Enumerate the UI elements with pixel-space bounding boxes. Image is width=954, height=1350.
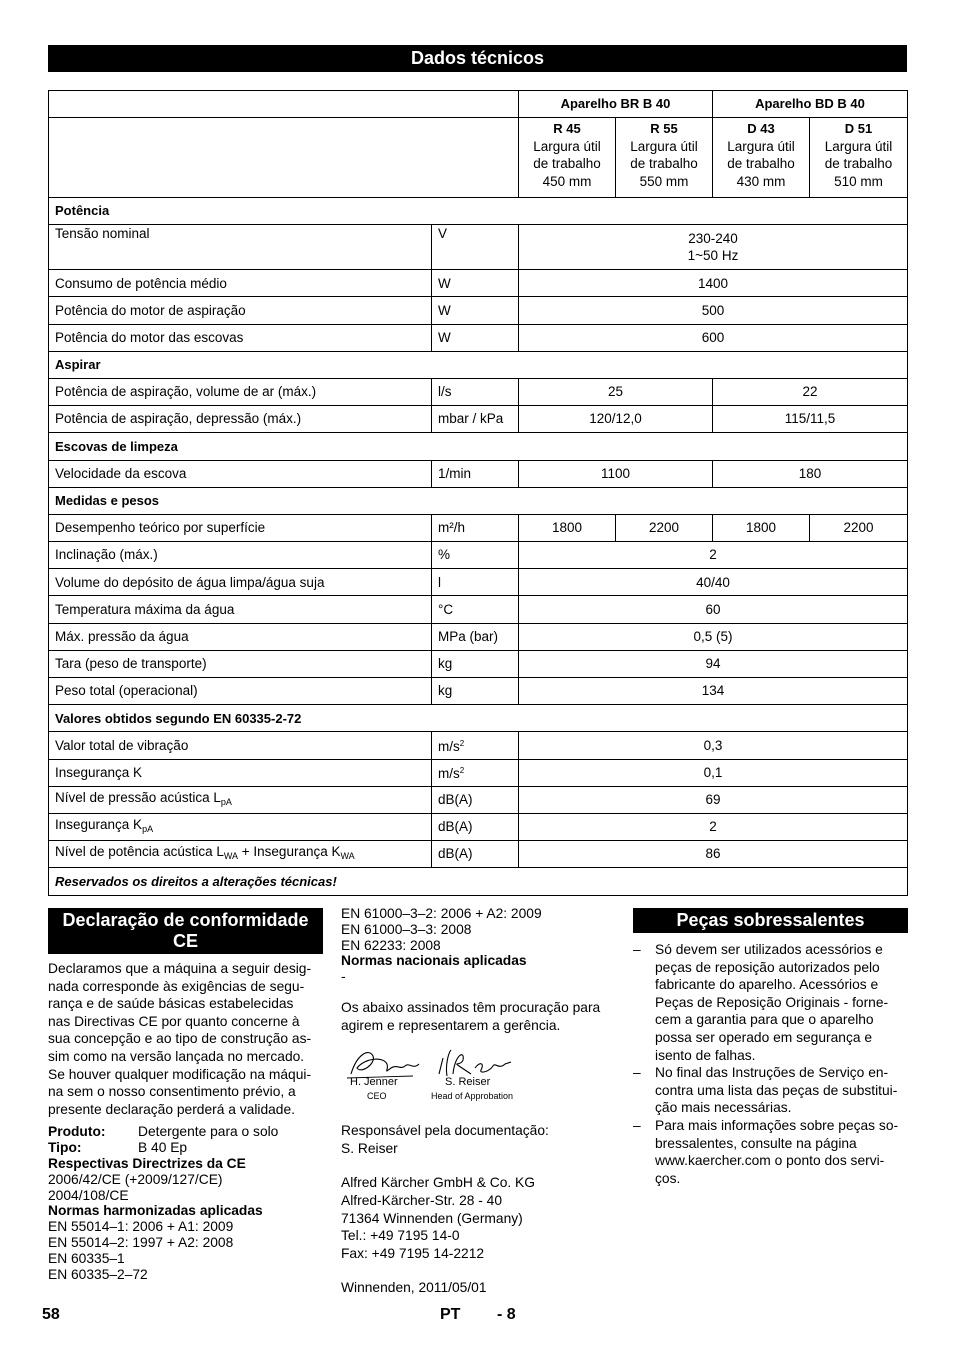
note-row [49,868,908,895]
sub-page-number: - 8 [497,1306,516,1323]
row-unit [432,732,519,759]
row-value: 86 [519,841,908,868]
table-header-row [49,91,908,118]
header-blank [49,91,519,118]
model-cell [810,118,908,198]
row-unit [432,297,519,324]
section-title: Aspirar [49,351,908,378]
row-value: 2 [519,542,908,569]
row-value: 1400 [519,270,908,297]
table-row [49,813,908,840]
row-unit-text: m/s [438,766,460,782]
row-value: 1800 [519,514,616,541]
spare-parts-heading: Peças sobressalentes [633,908,908,933]
row-unit-text: MPa (bar) [438,628,499,644]
signer2-name: S. Reiser [445,1076,491,1089]
row-label [49,270,432,297]
row-value: 230-240 1~50 Hz [519,225,908,270]
spare-parts-item: – No final das Instruções de Serviço en-contra uma lista das peças de substitui-ção mais necessárias. [633,1064,908,1117]
product-label: Produto: [48,1124,106,1140]
row-label-text: Potência do motor de aspiração [55,302,246,318]
row-unit [432,569,519,596]
row-label-text: + Insegurança K [238,843,341,859]
row-value: 69 [519,786,908,813]
declaration-continued-column [341,906,616,1297]
row-unit-text: kg [438,656,453,672]
row-value: 0,5 (5) [519,623,908,650]
row-unit [432,623,519,650]
row-unit-text: dB(A) [438,819,473,835]
directives-list: 2006/42/CE (+2009/127/CE) 2004/108/CE [48,1171,223,1203]
section-title: Valores obtidos segundo EN 60335-2-72 [49,705,908,732]
row-unit-text: V [438,226,448,242]
section-row [49,705,908,732]
row-value: 94 [519,650,908,677]
section-row [49,433,908,460]
row-unit-text: kg [438,683,453,699]
table-row [49,623,908,650]
table-note: Reservados os direitos a alterações técnicas! [49,868,908,895]
table-model-row [49,118,908,198]
row-unit [432,596,519,623]
row-value: 2200 [616,514,713,541]
table-row [49,324,908,351]
spare-parts-list [633,941,908,1187]
signer1-name: H. Jenner [350,1076,398,1089]
section-title: Potência [49,198,908,225]
table-row [49,514,908,541]
row-unit [432,542,519,569]
table-row [49,596,908,623]
spare-parts-column [633,908,908,1187]
table-row [49,460,908,487]
row-label-subscript: WA [340,850,355,861]
row-value: 500 [519,297,908,324]
row-unit-text: mbar / kPa [438,411,504,427]
row-value: 120/12,0 [519,406,713,433]
row-label-text: Insegurança K [55,764,143,780]
spare-parts-item: – Para mais informações sobre peças so-bressalentes, consulte na página www.kaercher.com o ponto dos servi-ços. [633,1117,908,1187]
table-row [49,406,908,433]
row-label-text: Insegurança K [55,816,143,832]
row-label-subscript: WA [223,850,239,861]
row-label-subscript: pA [220,796,232,807]
section-row [49,198,908,225]
row-value: 0,3 [519,732,908,759]
row-label-text: Nível de pressão acústica L [55,789,221,805]
row-label [49,406,432,433]
signers-text: Os abaixo assinados têm procuração para agirem e representarem a gerência. [341,999,601,1033]
national-value: - [341,969,346,985]
model-cell [713,118,810,198]
row-label-text: Nível de potência acústica L [55,843,224,859]
row-unit [432,378,519,405]
row-label-text: Velocidade da escova [55,465,187,481]
row-value: 180 [713,460,908,487]
company-address: Alfred Kärcher GmbH & Co. KG Alfred-Kärcher-Str. 28 - 40 71364 Winnenden (Germany) Tel.: +49 7195 14-0 Fax: +49 7195 14-2212 [341,1175,535,1261]
row-unit [432,841,519,868]
model-description: Largura útil de trabalho 450 mm [533,138,601,189]
harmonized-list-continued: EN 61000–3–2: 2006 + A2: 2009 EN 61000–3–3: 2008 EN 62233: 2008 [341,906,542,953]
table-row [49,732,908,759]
row-unit-text: dB(A) [438,846,473,862]
row-label-text: Valor total de vibração [55,737,189,753]
model-code: D 51 [844,121,873,136]
row-value: 22 [713,378,908,405]
row-unit [432,324,519,351]
row-unit [432,786,519,813]
row-value: 0,1 [519,759,908,786]
row-label [49,678,432,705]
section-row [49,351,908,378]
row-label-text: Máx. pressão da água [55,628,189,644]
row-value: 40/40 [519,569,908,596]
table-row [49,759,908,786]
place-date: Winnenden, 2011/05/01 [341,1280,487,1296]
row-unit-text: % [438,547,451,563]
row-unit-text: l [438,574,441,590]
page-number: 58 [42,1306,60,1323]
row-label [49,596,432,623]
section-title: Escovas de limpeza [49,433,908,460]
language-code: PT [440,1306,461,1323]
row-unit-text: W [438,302,451,318]
row-label-text: Consumo de potência médio [55,275,227,291]
row-label [49,297,432,324]
header-blank [49,118,519,198]
row-label-text: Potência de aspiração, volume de ar (máx.) [55,384,317,400]
row-value: 2 [519,813,908,840]
row-unit [432,460,519,487]
row-label [49,759,432,786]
row-label-text: Tara (peso de transporte) [55,656,207,672]
row-label [49,813,432,840]
row-label [49,732,432,759]
model-code: D 43 [747,121,775,136]
table-row [49,225,908,270]
row-label-text: Peso total (operacional) [55,683,198,699]
row-label-subscript: pA [142,823,154,834]
row-unit [432,225,519,270]
harmonized-list: EN 55014–1: 2006 + A1: 2009 EN 55014–2: 1997 + A2: 2008 EN 60335–1 EN 60335–2–72 [48,1219,234,1282]
row-label-text: Tensão nominal [55,226,150,242]
row-unit-superscript: 2 [459,766,465,776]
row-label-text: Volume do depósito de água limpa/água suja [55,574,325,590]
row-unit [432,650,519,677]
directives-heading: Respectivas Directrizes da CE [48,1155,246,1171]
header-group: Aparelho BD B 40 [713,91,908,118]
row-unit-text: W [438,329,451,345]
row-value: 2200 [810,514,908,541]
row-label-text: Potência de aspiração, depressão (máx.) [55,411,302,427]
model-description: Largura útil de trabalho 550 mm [630,138,698,189]
row-unit-text: W [438,275,451,291]
row-unit [432,759,519,786]
row-value: 600 [519,324,908,351]
row-value: 1800 [713,514,810,541]
national-heading: Normas nacionais aplicadas [341,953,527,969]
row-unit [432,678,519,705]
row-unit-text: °C [438,601,454,617]
row-label [49,650,432,677]
row-value: 134 [519,678,908,705]
technical-data-table [48,90,908,896]
declaration-intro: Declaramos que a máquina a seguir desig- nada corresponde às exigências de segu- rança e de saúde básicas estabelecidas nas Directivas CE por quanto concerne à sua concepção e ao tipo de construção as- sim como na versão lançada no mercado. Se houver qualquer modificação na máqui- na sem o nosso consentimento prévio, a presente declaração perderá a validade. [48,961,312,1117]
row-unit [432,270,519,297]
row-unit-superscript: 2 [459,739,465,749]
signer2-role: Head of Approbation [431,1091,514,1102]
row-unit [432,514,519,541]
row-unit-text: m²/h [438,520,465,536]
model-description: Largura útil de trabalho 510 mm [824,138,893,189]
header-group: Aparelho BR B 40 [519,91,713,118]
table-row [49,678,908,705]
section-row [49,487,908,514]
row-label [49,623,432,650]
model-code: R 45 [553,121,581,136]
row-label [49,460,432,487]
type-label: Tipo: [48,1140,82,1156]
table-row [49,650,908,677]
row-label [49,786,432,813]
model-description: Largura útil de trabalho 430 mm [727,138,795,189]
row-unit [432,813,519,840]
declaration-heading: Declaração de conformidade CE [48,908,323,954]
page-title: Dados técnicos [48,45,907,72]
row-value: 25 [519,378,713,405]
table-row [49,569,908,596]
table-row [49,270,908,297]
row-label [49,378,432,405]
row-label [49,324,432,351]
row-label [49,225,432,270]
row-unit [432,406,519,433]
row-label-text: Temperatura máxima da água [55,601,235,617]
row-label [49,514,432,541]
table-row [49,542,908,569]
model-code: R 55 [650,121,678,136]
signer1-role: CEO [367,1091,387,1102]
row-label-text: Inclinação (máx.) [55,547,158,563]
table-row [49,786,908,813]
row-unit-text: 1/min [438,465,472,481]
table-row [49,841,908,868]
harmonized-heading: Normas harmonizadas aplicadas [48,1203,263,1219]
table-row [49,378,908,405]
row-unit-text: l/s [438,384,452,400]
row-value: 1100 [519,460,713,487]
row-value: 60 [519,596,908,623]
signatures [341,1044,616,1114]
product-value: Detergente para o solo [138,1124,279,1140]
row-unit-text: dB(A) [438,792,473,808]
table-row [49,297,908,324]
row-label [49,841,432,868]
row-label-text: Desempenho teórico por superfície [55,520,266,536]
model-cell [616,118,713,198]
row-label [49,569,432,596]
row-unit-text: m/s [438,739,460,755]
spare-parts-item: – Só devem ser utilizados acessórios e peças de reposição autorizados pelo fabricante do aparelho. Acessórios e Peças de Reposição Originais - forne-cem a garantia para que o aparelho possa ser operado em segurança e isento de falhas. [633,941,908,1064]
row-value: 115/11,5 [713,406,908,433]
row-label-text: Potência do motor das escovas [55,329,244,345]
declaration-column [48,908,323,1282]
model-cell [519,118,616,198]
row-label [49,542,432,569]
type-value: B 40 Ep [138,1140,188,1156]
responsible-person: Responsável pela documentação: S. Reiser [341,1123,549,1156]
section-title: Medidas e pesos [49,487,908,514]
